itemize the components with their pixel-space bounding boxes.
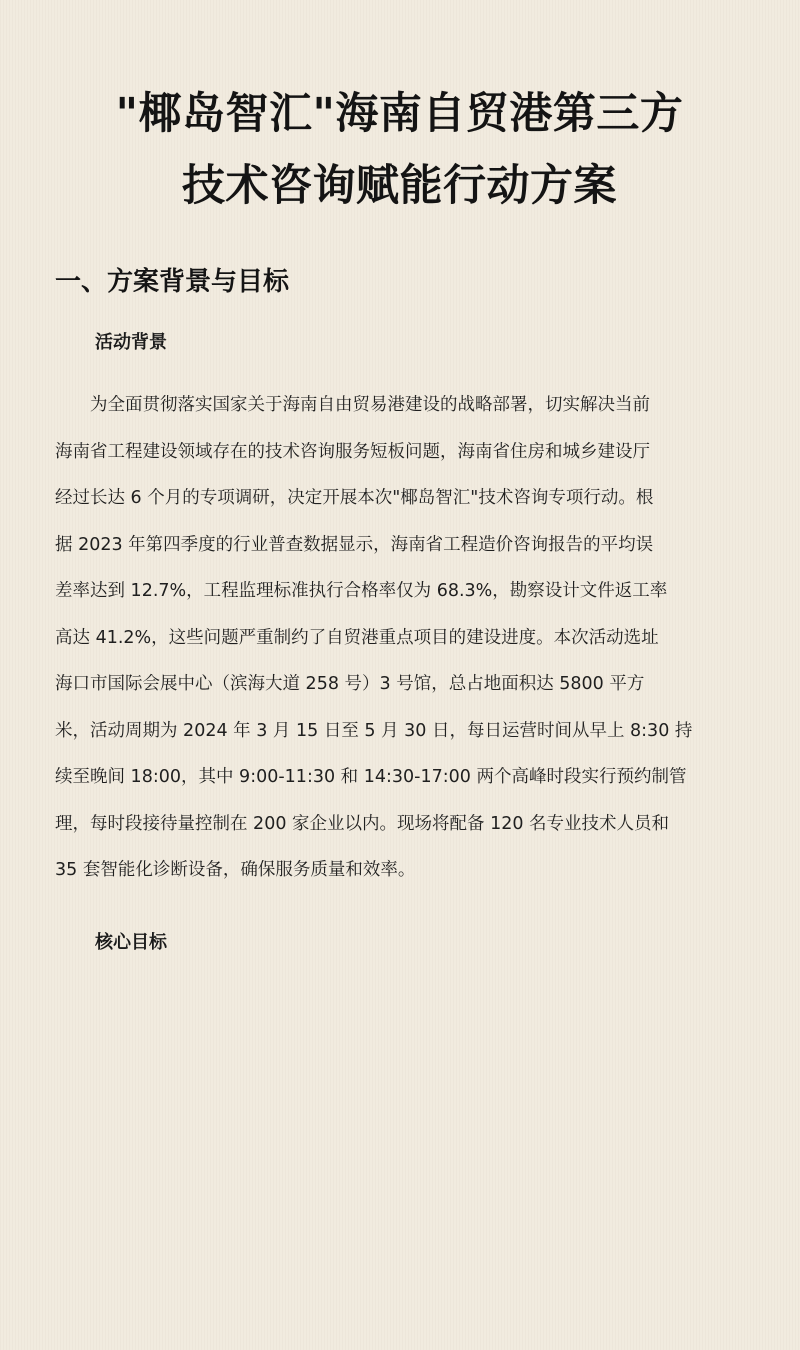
paragraph-line: 35 套智能化诊断设备，确保服务质量和效率。 [55,860,416,880]
paragraph-line: 高达 41.2%，这些问题严重制约了自贸港重点项目的建设进度。本次活动选址 [55,627,659,648]
paragraph-line: 据 2023 年第四季度的行业普查数据显示，海南省工程造价咨询报告的平均误 [55,534,654,555]
subheading-goals: 核心目标 [95,931,167,953]
paragraph-line: 海口市国际会展中心（滨海大道 258 号）3 号馆，总占地面积达 5800 平方 [55,674,645,694]
paragraph-line: 差率达到 12.7%，工程监理标准执行合格率仅为 68.3%，勘察设计文件返工率 [55,581,668,601]
document-title [55,78,744,222]
document-page [0,78,800,1350]
paragraph-line: 海南省工程建设领域存在的技术咨询服务短板问题，海南省住房和城乡建设厅 [55,441,650,462]
background-paragraph [55,382,744,894]
document-title-line-1: "椰岛智汇"海南自贸港第三方 [115,89,684,139]
document-title-line-2: 技术咨询赋能行动方案 [182,161,617,211]
section-heading: 一、方案背景与目标 [55,267,290,297]
paragraph-line: 理，每时段接待量控制在 200 家企业以内。现场将配备 120 名专业技术人员和 [55,813,670,834]
paragraph-line: 续至晚间 18:00，其中 9:00-11:30 和 14:30-17:00 两个高峰时段实行预约制管 [55,767,687,787]
paragraph-line: 为全面贯彻落实国家关于海南自由贸易港建设的战略部署，切实解决当前 [55,395,650,415]
paragraph-line: 经过长达 6 个月的专项调研，决定开展本次"椰岛智汇"技术咨询专项行动。根 [55,488,654,508]
paragraph-line: 米，活动周期为 2024 年 3 月 15 日至 5 月 30 日，每日运营时间从早上 8:30 持 [55,720,693,741]
subheading-background: 活动背景 [95,332,167,353]
